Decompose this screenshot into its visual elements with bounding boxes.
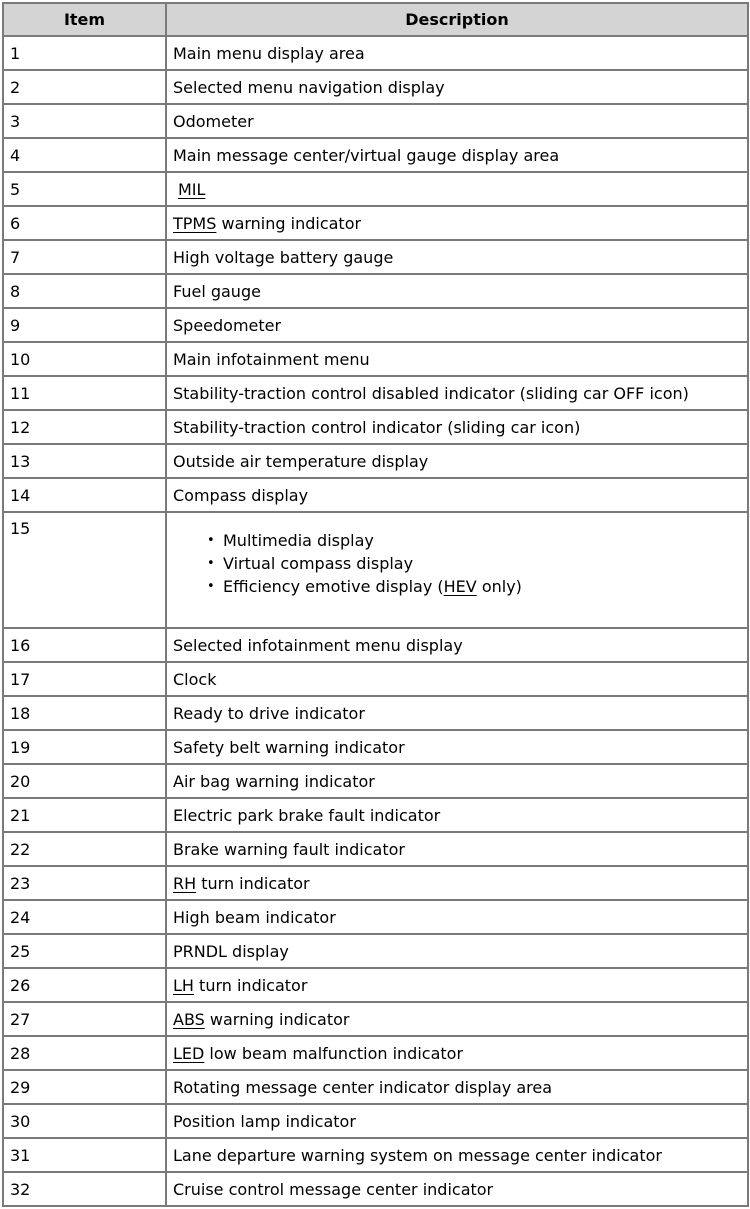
- description-cell: [166, 444, 748, 478]
- description-cell: [166, 478, 748, 512]
- description-text: Position lamp indicator: [173, 1111, 356, 1131]
- item-cell: 4: [3, 138, 166, 172]
- item-cell: 29: [3, 1070, 166, 1104]
- description-text: Compass display: [173, 485, 309, 505]
- abbreviation-link[interactable]: LED: [173, 1043, 205, 1063]
- table-row: [3, 444, 748, 478]
- item-column-header: Item: [3, 3, 166, 36]
- description-text: Air bag warning indicator: [173, 771, 375, 791]
- description-cell: [166, 138, 748, 172]
- description-cell: [166, 1002, 748, 1036]
- item-cell: 5: [3, 172, 166, 206]
- description-cell: [166, 308, 748, 342]
- description-cell: [166, 274, 748, 308]
- description-text: Cruise control message center indicator: [173, 1179, 494, 1199]
- description-cell: [166, 1070, 748, 1104]
- table-row: [3, 730, 748, 764]
- description-text: Brake warning fault indicator: [173, 839, 405, 859]
- description-cell: [166, 1036, 748, 1070]
- item-cell: 12: [3, 410, 166, 444]
- description-text: Stability-traction control indicator (sliding car icon): [173, 417, 581, 437]
- abbreviation-link[interactable]: LH: [173, 975, 194, 995]
- description-text: Rotating message center indicator display area: [173, 1077, 553, 1097]
- table-row: [3, 342, 748, 376]
- table-row: [3, 900, 748, 934]
- table-row: [3, 628, 748, 662]
- description-text: Fuel gauge: [173, 281, 261, 301]
- item-cell: 19: [3, 730, 166, 764]
- table-row: [3, 968, 748, 1002]
- description-text: Speedometer: [173, 315, 282, 335]
- table-row: [3, 36, 748, 70]
- table-row: [3, 70, 748, 104]
- item-cell: 21: [3, 798, 166, 832]
- list-item: [223, 575, 747, 598]
- table-row: [3, 104, 748, 138]
- item-cell: 20: [3, 764, 166, 798]
- table-row: [3, 1104, 748, 1138]
- description-cell: [166, 342, 748, 376]
- bullet-list: [173, 529, 747, 598]
- item-cell: 31: [3, 1138, 166, 1172]
- table-row: [3, 376, 748, 410]
- item-cell: 27: [3, 1002, 166, 1036]
- table-wrapper: [2, 2, 747, 1207]
- item-cell: 14: [3, 478, 166, 512]
- description-text: PRNDL display: [173, 941, 289, 961]
- description-cell: [166, 376, 748, 410]
- description-cell: [166, 240, 748, 274]
- description-text: Electric park brake fault indicator: [173, 805, 441, 825]
- description-text: Main infotainment menu: [173, 349, 370, 369]
- description-cell: [166, 628, 748, 662]
- table-row: [3, 274, 748, 308]
- table-row: [3, 206, 748, 240]
- item-cell: 13: [3, 444, 166, 478]
- description-text: Stability-traction control disabled indicator (sliding car OFF icon): [173, 383, 689, 403]
- table-row: [3, 308, 748, 342]
- description-text: turn indicator: [196, 873, 310, 893]
- description-text: low beam malfunction indicator: [204, 1043, 464, 1063]
- table-row: [3, 1070, 748, 1104]
- table-row: [3, 764, 748, 798]
- table-row: [3, 1002, 748, 1036]
- description-text: Outside air temperature display: [173, 451, 429, 471]
- item-cell: 6: [3, 206, 166, 240]
- header-row: [3, 3, 748, 36]
- table-body: [3, 36, 748, 1206]
- table-row: [3, 478, 748, 512]
- table-row: [3, 934, 748, 968]
- abbreviation-link[interactable]: RH: [173, 873, 197, 893]
- item-cell: 17: [3, 662, 166, 696]
- description-text: warning indicator: [216, 213, 362, 233]
- item-cell: 23: [3, 866, 166, 900]
- description-cell: [166, 70, 748, 104]
- description-cell: [166, 798, 748, 832]
- description-cell: [166, 696, 748, 730]
- table-row: [3, 240, 748, 274]
- table-row: [3, 1036, 748, 1070]
- description-cell: [166, 900, 748, 934]
- description-cell: [166, 36, 748, 70]
- item-cell: 1: [3, 36, 166, 70]
- description-cell: [166, 1138, 748, 1172]
- item-cell: 15: [3, 512, 166, 628]
- table-row: [3, 798, 748, 832]
- bullet-text: Virtual compass display: [223, 554, 414, 573]
- description-text: Safety belt warning indicator: [173, 737, 405, 757]
- description-text: warning indicator: [204, 1009, 350, 1029]
- description-text: High voltage battery gauge: [173, 247, 394, 267]
- item-cell: 10: [3, 342, 166, 376]
- description-cell: [166, 104, 748, 138]
- description-text: Selected infotainment menu display: [173, 635, 463, 655]
- item-cell: 22: [3, 832, 166, 866]
- bullet-text: only): [476, 577, 522, 596]
- description-text: Clock: [173, 669, 217, 689]
- description-text: Lane departure warning system on message center indicator: [173, 1145, 662, 1165]
- table-row: [3, 866, 748, 900]
- abbreviation-link[interactable]: ABS: [173, 1009, 205, 1029]
- list-item: [223, 552, 747, 575]
- description-cell: [166, 662, 748, 696]
- description-text: Main message center/virtual gauge display area: [173, 145, 560, 165]
- table-row: [3, 662, 748, 696]
- table-row: [3, 1138, 748, 1172]
- description-cell: [166, 1172, 748, 1206]
- item-cell: 11: [3, 376, 166, 410]
- description-text: High beam indicator: [173, 907, 336, 927]
- item-cell: 25: [3, 934, 166, 968]
- item-cell: 30: [3, 1104, 166, 1138]
- item-cell: 2: [3, 70, 166, 104]
- table-row: [3, 172, 748, 206]
- description-text: Main menu display area: [173, 43, 365, 63]
- item-cell: 8: [3, 274, 166, 308]
- abbreviation-link[interactable]: MIL: [178, 179, 206, 199]
- table-row: [3, 1172, 748, 1206]
- table-row: [3, 832, 748, 866]
- description-text: Odometer: [173, 111, 254, 131]
- description-cell: [166, 832, 748, 866]
- abbreviation-link[interactable]: TPMS: [173, 213, 217, 233]
- item-cell: 32: [3, 1172, 166, 1206]
- table-row: [3, 138, 748, 172]
- description-cell: [166, 512, 748, 628]
- description-text: Selected menu navigation display: [173, 77, 445, 97]
- table-row: [3, 696, 748, 730]
- item-cell: 16: [3, 628, 166, 662]
- description-column-header: Description: [166, 3, 748, 36]
- bullet-text: Multimedia display: [223, 531, 374, 550]
- item-cell: 7: [3, 240, 166, 274]
- item-cell: 26: [3, 968, 166, 1002]
- item-description-table: [2, 2, 749, 1207]
- item-cell: 24: [3, 900, 166, 934]
- description-cell: [166, 1104, 748, 1138]
- description-cell: [166, 968, 748, 1002]
- item-cell: 28: [3, 1036, 166, 1070]
- description-cell: [166, 866, 748, 900]
- description-cell: [166, 172, 748, 206]
- item-cell: 3: [3, 104, 166, 138]
- description-text: Ready to drive indicator: [173, 703, 365, 723]
- description-cell: [166, 730, 748, 764]
- abbreviation-link[interactable]: HEV: [443, 577, 477, 596]
- description-cell: [166, 934, 748, 968]
- description-text: turn indicator: [193, 975, 308, 995]
- description-cell: [166, 206, 748, 240]
- bullet-text: Efficiency emotive display (: [223, 577, 444, 596]
- item-cell: 9: [3, 308, 166, 342]
- description-cell: [166, 764, 748, 798]
- table-row: [3, 512, 748, 628]
- table-row: [3, 410, 748, 444]
- list-item: [223, 529, 747, 552]
- item-cell: 18: [3, 696, 166, 730]
- description-cell: [166, 410, 748, 444]
